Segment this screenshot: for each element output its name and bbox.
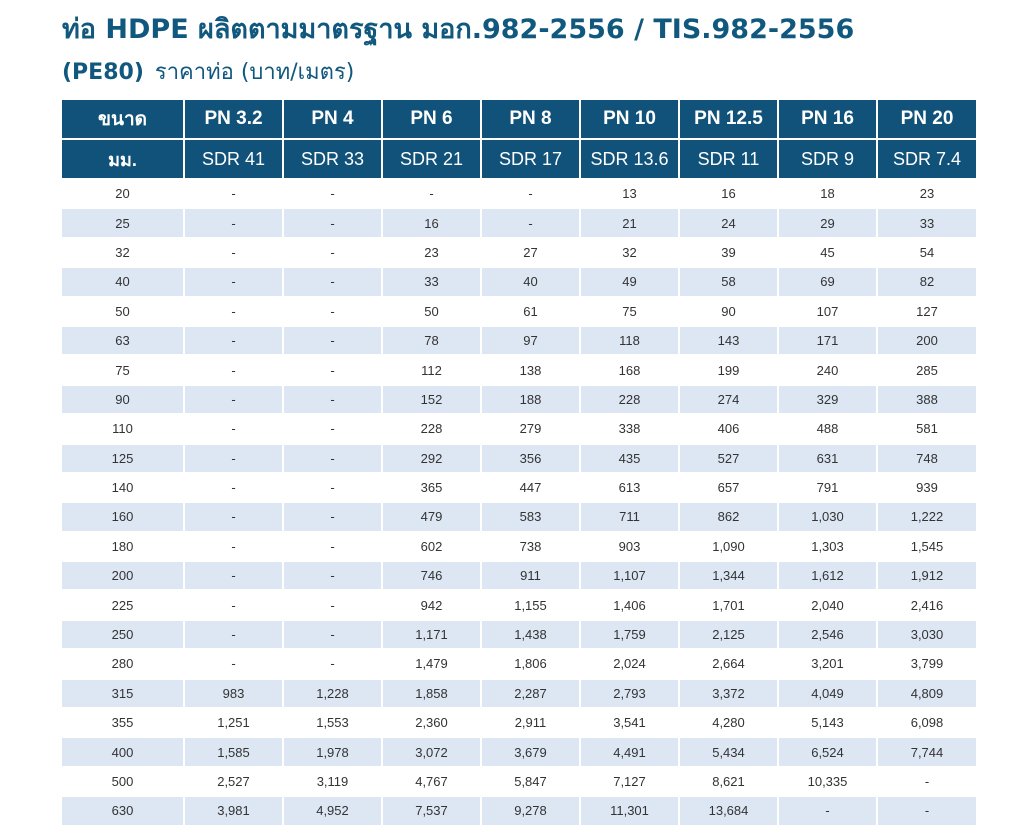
price-cell: 9,278 xyxy=(481,796,580,825)
price-cell: - xyxy=(283,355,382,384)
table-row xyxy=(62,208,976,237)
pipe-size-cell: 25 xyxy=(62,208,184,237)
price-cell: 1,545 xyxy=(877,532,976,561)
price-cell: 911 xyxy=(481,561,580,590)
price-cell: 939 xyxy=(877,473,976,502)
price-cell: 631 xyxy=(778,444,877,473)
price-cell: - xyxy=(184,473,283,502)
price-cell: 1,858 xyxy=(382,679,481,708)
header-pressure-class: PN 10 xyxy=(580,100,679,139)
price-cell: 16 xyxy=(382,208,481,237)
price-cell: 18 xyxy=(778,179,877,208)
price-cell: 1,479 xyxy=(382,649,481,678)
price-cell: 1,701 xyxy=(679,590,778,619)
price-cell: 1,978 xyxy=(283,737,382,766)
table-row xyxy=(62,796,976,825)
price-cell: 1,090 xyxy=(679,532,778,561)
price-cell: 78 xyxy=(382,326,481,355)
price-unit-label: ราคาท่อ (บาท/เมตร) xyxy=(154,60,355,85)
table-row xyxy=(62,355,976,384)
price-cell: - xyxy=(184,355,283,384)
price-cell: - xyxy=(481,208,580,237)
price-cell: 3,201 xyxy=(778,649,877,678)
price-cell: - xyxy=(382,179,481,208)
price-cell: - xyxy=(778,796,877,825)
header-sdr: SDR 13.6 xyxy=(580,139,679,179)
price-cell: 228 xyxy=(580,385,679,414)
price-cell: 2,416 xyxy=(877,590,976,619)
pipe-size-cell: 355 xyxy=(62,708,184,737)
price-cell: 488 xyxy=(778,414,877,443)
price-cell: 138 xyxy=(481,355,580,384)
table-row xyxy=(62,532,976,561)
pipe-size-cell: 200 xyxy=(62,561,184,590)
price-cell: - xyxy=(283,297,382,326)
price-cell: 97 xyxy=(481,326,580,355)
price-cell: 33 xyxy=(382,267,481,296)
price-cell: 983 xyxy=(184,679,283,708)
price-cell: - xyxy=(184,649,283,678)
price-cell: 1,155 xyxy=(481,590,580,619)
price-cell: 40 xyxy=(481,267,580,296)
table-row xyxy=(62,473,976,502)
price-cell: 5,434 xyxy=(679,737,778,766)
price-cell: - xyxy=(283,620,382,649)
price-cell: 1,759 xyxy=(580,620,679,649)
price-cell: 2,024 xyxy=(580,649,679,678)
price-cell: 3,799 xyxy=(877,649,976,678)
price-cell: 1,222 xyxy=(877,502,976,531)
table-row xyxy=(62,444,976,473)
header-sdr: SDR 9 xyxy=(778,139,877,179)
price-cell: 406 xyxy=(679,414,778,443)
price-table-body xyxy=(62,179,976,826)
header-unit-label: มม. xyxy=(62,139,184,179)
price-cell: 447 xyxy=(481,473,580,502)
price-cell: 583 xyxy=(481,502,580,531)
price-cell: 49 xyxy=(580,267,679,296)
pipe-size-cell: 250 xyxy=(62,620,184,649)
price-cell: 365 xyxy=(382,473,481,502)
price-cell: 274 xyxy=(679,385,778,414)
price-cell: 11,301 xyxy=(580,796,679,825)
table-row xyxy=(62,267,976,296)
price-cell: - xyxy=(283,532,382,561)
pipe-size-cell: 110 xyxy=(62,414,184,443)
price-cell: - xyxy=(877,796,976,825)
header-sdr: SDR 11 xyxy=(679,139,778,179)
price-cell: - xyxy=(184,414,283,443)
price-cell: 1,030 xyxy=(778,502,877,531)
price-cell: - xyxy=(283,414,382,443)
pipe-size-cell: 40 xyxy=(62,267,184,296)
price-cell: 581 xyxy=(877,414,976,443)
price-cell: 3,119 xyxy=(283,767,382,796)
pipe-size-cell: 315 xyxy=(62,679,184,708)
price-cell: 738 xyxy=(481,532,580,561)
price-cell: 82 xyxy=(877,267,976,296)
price-cell: - xyxy=(184,297,283,326)
price-cell: 3,072 xyxy=(382,737,481,766)
price-cell: 2,527 xyxy=(184,767,283,796)
price-cell: 2,546 xyxy=(778,620,877,649)
table-row xyxy=(62,179,976,208)
price-cell: 613 xyxy=(580,473,679,502)
header-pressure-class: PN 12.5 xyxy=(679,100,778,139)
price-cell: - xyxy=(283,208,382,237)
price-cell: 3,030 xyxy=(877,620,976,649)
price-cell: 527 xyxy=(679,444,778,473)
price-cell: 168 xyxy=(580,355,679,384)
pipe-size-cell: 20 xyxy=(62,179,184,208)
price-cell: 39 xyxy=(679,238,778,267)
price-cell: 2,287 xyxy=(481,679,580,708)
table-row xyxy=(62,679,976,708)
price-cell: 435 xyxy=(580,444,679,473)
price-cell: 90 xyxy=(679,297,778,326)
table-row xyxy=(62,649,976,678)
price-cell: - xyxy=(184,267,283,296)
price-cell: - xyxy=(184,208,283,237)
price-cell: 942 xyxy=(382,590,481,619)
header-pressure-class: PN 20 xyxy=(877,100,976,139)
price-cell: 1,585 xyxy=(184,737,283,766)
price-cell: 1,438 xyxy=(481,620,580,649)
pipe-size-cell: 180 xyxy=(62,532,184,561)
price-cell: 6,098 xyxy=(877,708,976,737)
pipe-size-cell: 32 xyxy=(62,238,184,267)
price-cell: 13,684 xyxy=(679,796,778,825)
header-pressure-class: PN 16 xyxy=(778,100,877,139)
table-row xyxy=(62,297,976,326)
price-cell: 32 xyxy=(580,238,679,267)
price-cell: 50 xyxy=(382,297,481,326)
price-cell: 13 xyxy=(580,179,679,208)
price-cell: 479 xyxy=(382,502,481,531)
price-cell: - xyxy=(283,179,382,208)
price-cell: - xyxy=(184,326,283,355)
price-cell: 3,372 xyxy=(679,679,778,708)
price-cell: 6,524 xyxy=(778,737,877,766)
table-row xyxy=(62,737,976,766)
price-cell: 29 xyxy=(778,208,877,237)
table-row xyxy=(62,502,976,531)
material-grade: (PE80) xyxy=(62,60,144,85)
price-cell: 188 xyxy=(481,385,580,414)
price-cell: 4,767 xyxy=(382,767,481,796)
price-cell: 3,679 xyxy=(481,737,580,766)
price-cell: 33 xyxy=(877,208,976,237)
price-cell: 4,809 xyxy=(877,679,976,708)
page-title: ท่อ HDPE ผลิตตามมาตรฐาน มอก.982-2556 / TIS.982-2556 xyxy=(62,14,855,45)
price-cell: - xyxy=(283,561,382,590)
price-cell: 711 xyxy=(580,502,679,531)
price-cell: 4,491 xyxy=(580,737,679,766)
price-cell: 292 xyxy=(382,444,481,473)
price-cell: 903 xyxy=(580,532,679,561)
price-cell: - xyxy=(283,238,382,267)
header-pressure-class: PN 4 xyxy=(283,100,382,139)
price-cell: 143 xyxy=(679,326,778,355)
price-cell: 69 xyxy=(778,267,877,296)
price-cell: - xyxy=(184,385,283,414)
price-cell: 3,541 xyxy=(580,708,679,737)
table-row xyxy=(62,620,976,649)
table-row xyxy=(62,385,976,414)
header-pressure-class: PN 6 xyxy=(382,100,481,139)
pipe-size-cell: 75 xyxy=(62,355,184,384)
pipe-size-cell: 90 xyxy=(62,385,184,414)
price-cell: 1,228 xyxy=(283,679,382,708)
price-cell: 4,280 xyxy=(679,708,778,737)
pipe-size-cell: 50 xyxy=(62,297,184,326)
price-cell: 21 xyxy=(580,208,679,237)
price-cell: 329 xyxy=(778,385,877,414)
price-cell: 152 xyxy=(382,385,481,414)
price-cell: 27 xyxy=(481,238,580,267)
price-cell: 75 xyxy=(580,297,679,326)
price-cell: 748 xyxy=(877,444,976,473)
pipe-size-cell: 63 xyxy=(62,326,184,355)
price-cell: - xyxy=(877,767,976,796)
price-cell: - xyxy=(283,385,382,414)
price-cell: 107 xyxy=(778,297,877,326)
table-row xyxy=(62,590,976,619)
header-sdr: SDR 7.4 xyxy=(877,139,976,179)
table-row xyxy=(62,238,976,267)
price-cell: 1,406 xyxy=(580,590,679,619)
price-cell: 1,107 xyxy=(580,561,679,590)
header-sdr: SDR 41 xyxy=(184,139,283,179)
price-cell: 24 xyxy=(679,208,778,237)
price-cell: 1,303 xyxy=(778,532,877,561)
price-cell: 862 xyxy=(679,502,778,531)
price-cell: 285 xyxy=(877,355,976,384)
price-cell: 4,952 xyxy=(283,796,382,825)
price-cell: - xyxy=(283,326,382,355)
sdr-row xyxy=(62,139,976,179)
price-cell: 279 xyxy=(481,414,580,443)
price-cell: 388 xyxy=(877,385,976,414)
table-row xyxy=(62,561,976,590)
price-cell: 2,040 xyxy=(778,590,877,619)
price-table xyxy=(62,100,976,827)
header-size-label: ขนาด xyxy=(62,100,184,139)
price-cell: 356 xyxy=(481,444,580,473)
header-sdr: SDR 17 xyxy=(481,139,580,179)
price-cell: 2,664 xyxy=(679,649,778,678)
header-sdr: SDR 33 xyxy=(283,139,382,179)
price-cell: - xyxy=(184,532,283,561)
price-cell: 338 xyxy=(580,414,679,443)
price-cell: - xyxy=(184,238,283,267)
pipe-size-cell: 125 xyxy=(62,444,184,473)
price-cell: 657 xyxy=(679,473,778,502)
table-row xyxy=(62,767,976,796)
pressure-class-row xyxy=(62,100,976,139)
pipe-size-cell: 500 xyxy=(62,767,184,796)
price-cell: 127 xyxy=(877,297,976,326)
page-subtitle xyxy=(62,58,354,88)
price-cell: 171 xyxy=(778,326,877,355)
price-cell: - xyxy=(283,502,382,531)
price-cell: 7,744 xyxy=(877,737,976,766)
price-cell: 8,621 xyxy=(679,767,778,796)
price-cell: 5,847 xyxy=(481,767,580,796)
price-cell: 1,344 xyxy=(679,561,778,590)
price-cell: - xyxy=(283,473,382,502)
price-cell: 7,127 xyxy=(580,767,679,796)
price-cell: 1,612 xyxy=(778,561,877,590)
price-cell: 1,171 xyxy=(382,620,481,649)
price-cell: 54 xyxy=(877,238,976,267)
price-cell: 1,806 xyxy=(481,649,580,678)
price-cell: - xyxy=(184,561,283,590)
table-row xyxy=(62,326,976,355)
price-cell: 2,125 xyxy=(679,620,778,649)
price-cell: 7,537 xyxy=(382,796,481,825)
price-cell: 1,912 xyxy=(877,561,976,590)
price-cell: - xyxy=(184,590,283,619)
table-row xyxy=(62,708,976,737)
price-cell: 791 xyxy=(778,473,877,502)
price-cell: 228 xyxy=(382,414,481,443)
price-cell: 61 xyxy=(481,297,580,326)
pipe-size-cell: 400 xyxy=(62,737,184,766)
price-cell: 23 xyxy=(382,238,481,267)
price-cell: - xyxy=(184,620,283,649)
price-cell: 58 xyxy=(679,267,778,296)
price-cell: - xyxy=(283,590,382,619)
header-pressure-class: PN 3.2 xyxy=(184,100,283,139)
price-cell: 4,049 xyxy=(778,679,877,708)
price-table-header xyxy=(62,100,976,179)
price-cell: - xyxy=(283,649,382,678)
price-cell: - xyxy=(184,444,283,473)
price-cell: - xyxy=(184,502,283,531)
price-cell: 3,981 xyxy=(184,796,283,825)
price-cell: 16 xyxy=(679,179,778,208)
price-cell: 2,360 xyxy=(382,708,481,737)
table-row xyxy=(62,414,976,443)
price-cell: 1,553 xyxy=(283,708,382,737)
pipe-size-cell: 630 xyxy=(62,796,184,825)
price-cell: - xyxy=(184,179,283,208)
price-cell: 1,251 xyxy=(184,708,283,737)
price-cell: 746 xyxy=(382,561,481,590)
pipe-size-cell: 225 xyxy=(62,590,184,619)
price-cell: - xyxy=(283,267,382,296)
price-cell: 118 xyxy=(580,326,679,355)
price-cell: 112 xyxy=(382,355,481,384)
price-cell: 10,335 xyxy=(778,767,877,796)
header-pressure-class: PN 8 xyxy=(481,100,580,139)
price-cell: 200 xyxy=(877,326,976,355)
price-cell: - xyxy=(283,444,382,473)
price-cell: 5,143 xyxy=(778,708,877,737)
price-cell: 45 xyxy=(778,238,877,267)
price-cell: 2,911 xyxy=(481,708,580,737)
price-cell: 23 xyxy=(877,179,976,208)
price-cell: 2,793 xyxy=(580,679,679,708)
pipe-size-cell: 160 xyxy=(62,502,184,531)
price-cell: 602 xyxy=(382,532,481,561)
pipe-size-cell: 280 xyxy=(62,649,184,678)
price-cell: 199 xyxy=(679,355,778,384)
pipe-size-cell: 140 xyxy=(62,473,184,502)
header-sdr: SDR 21 xyxy=(382,139,481,179)
price-cell: 240 xyxy=(778,355,877,384)
price-cell: - xyxy=(481,179,580,208)
